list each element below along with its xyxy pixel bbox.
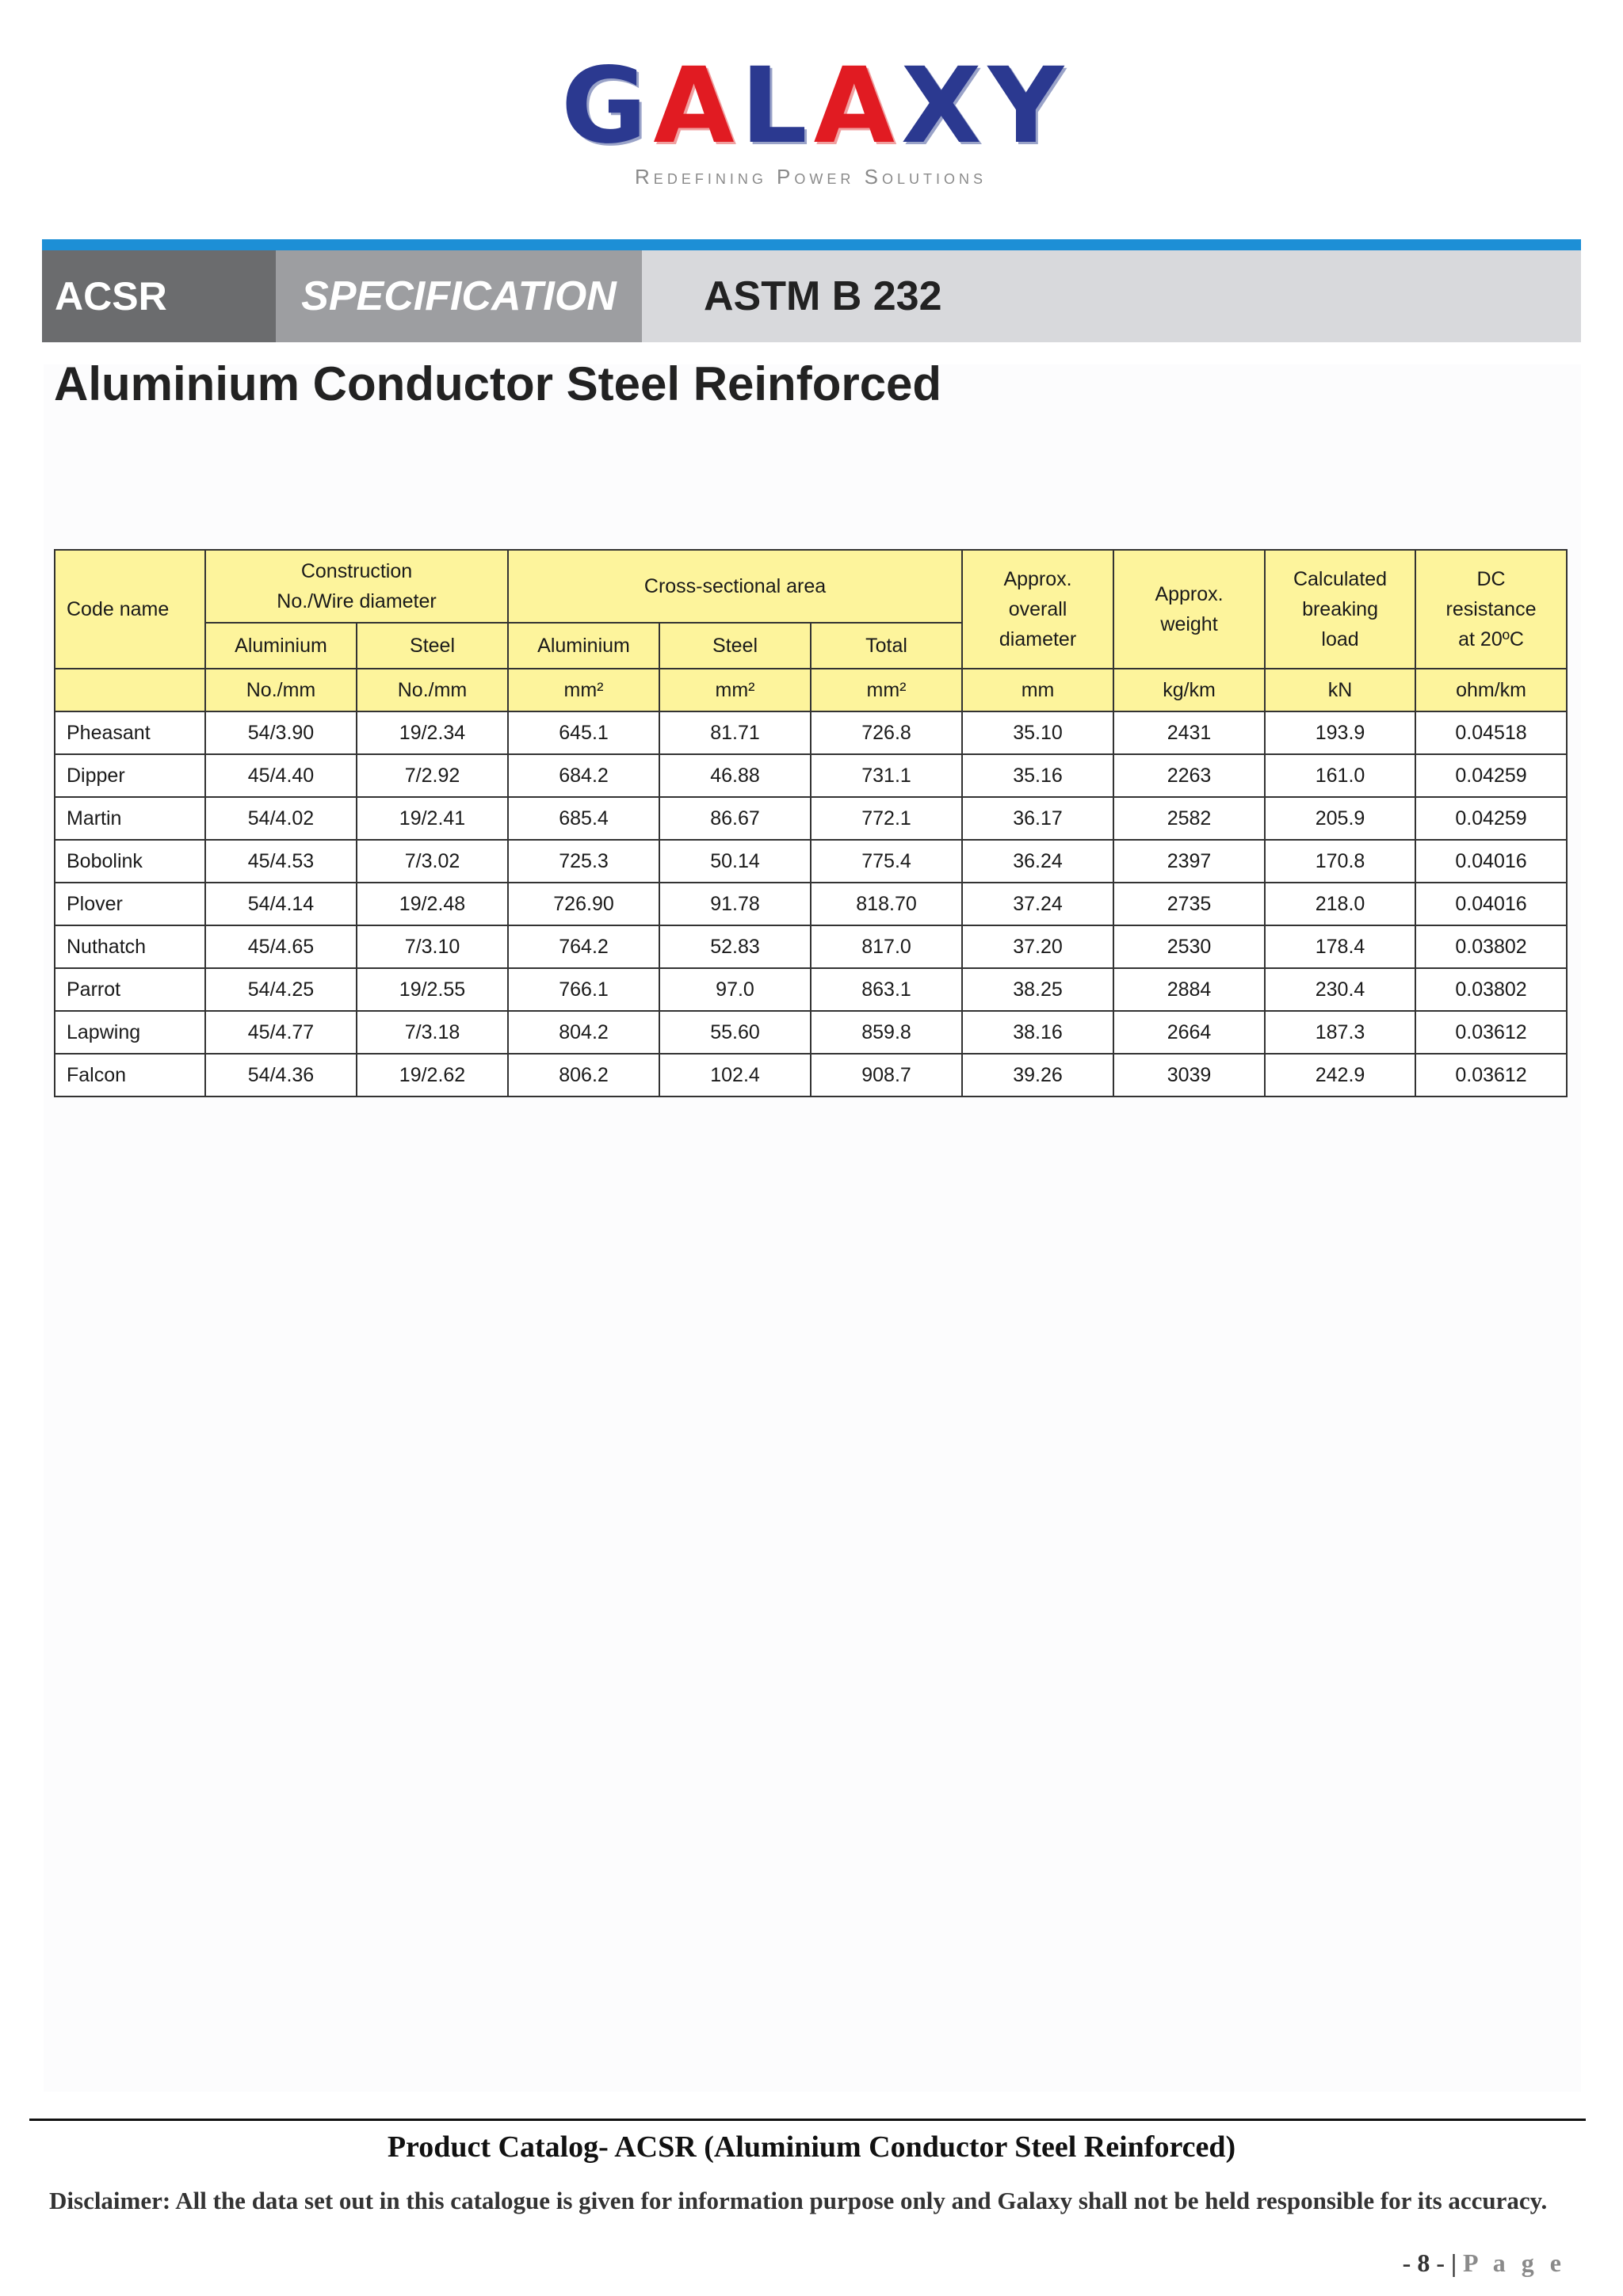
header-weight xyxy=(1113,550,1265,669)
unit-area-aluminium: mm² xyxy=(508,669,659,711)
cell: 2884 xyxy=(1113,968,1265,1011)
cell: 863.1 xyxy=(811,968,962,1011)
unit-diameter: mm xyxy=(962,669,1113,711)
cell: 81.71 xyxy=(659,711,811,754)
cell: 45/4.40 xyxy=(205,754,357,797)
cell: 0.03802 xyxy=(1415,925,1567,968)
cell: 54/4.36 xyxy=(205,1054,357,1097)
cell: 2664 xyxy=(1113,1011,1265,1054)
cell: 726.8 xyxy=(811,711,962,754)
page-number xyxy=(1403,2248,1566,2278)
header-breaking-line1: Calculated xyxy=(1293,568,1388,590)
logo-letter-a-red: A xyxy=(653,45,741,167)
cell: 97.0 xyxy=(659,968,811,1011)
table-row xyxy=(55,968,1567,1011)
cell: 2263 xyxy=(1113,754,1265,797)
cell: 50.14 xyxy=(659,840,811,883)
cell-code-name: Pheasant xyxy=(55,711,205,754)
cell: 19/2.41 xyxy=(357,797,508,840)
banner-acsr: ACSR xyxy=(42,250,276,342)
cell: 230.4 xyxy=(1265,968,1415,1011)
cell: 766.1 xyxy=(508,968,659,1011)
table-row xyxy=(55,840,1567,883)
header-dc-line2: resistance xyxy=(1445,598,1537,620)
cell: 684.2 xyxy=(508,754,659,797)
header-diameter-line1: Approx. xyxy=(1003,568,1072,590)
footer-title: Product Catalog- ACSR (Aluminium Conductor Steel Reinforced) xyxy=(387,2130,1236,2164)
cell: 7/3.18 xyxy=(357,1011,508,1054)
cell: 764.2 xyxy=(508,925,659,968)
banner-standard: ASTM B 232 xyxy=(704,273,942,319)
cell: 725.3 xyxy=(508,840,659,883)
header-breaking-line3: load xyxy=(1321,628,1359,650)
cell-code-name: Plover xyxy=(55,883,205,925)
unit-resistance: ohm/km xyxy=(1415,669,1567,711)
unit-weight: kg/km xyxy=(1113,669,1265,711)
cell: 2431 xyxy=(1113,711,1265,754)
header-diameter-line3: diameter xyxy=(999,628,1077,650)
unit-area-total: mm² xyxy=(811,669,962,711)
cell-code-name: Lapwing xyxy=(55,1011,205,1054)
header-breaking-line2: breaking xyxy=(1302,598,1378,620)
cell: 0.04016 xyxy=(1415,840,1567,883)
logo-letter-g: G xyxy=(561,45,654,167)
header-con-steel: Steel xyxy=(357,623,508,669)
cell: 39.26 xyxy=(962,1054,1113,1097)
cell: 908.7 xyxy=(811,1054,962,1097)
cell: 685.4 xyxy=(508,797,659,840)
page-title: Aluminium Conductor Steel Reinforced xyxy=(54,357,942,410)
cell: 859.8 xyxy=(811,1011,962,1054)
table-row xyxy=(55,797,1567,840)
cell-code-name: Nuthatch xyxy=(55,925,205,968)
cell: 19/2.62 xyxy=(357,1054,508,1097)
cell: 218.0 xyxy=(1265,883,1415,925)
table-row xyxy=(55,711,1567,754)
cell: 37.20 xyxy=(962,925,1113,968)
cell: 0.04259 xyxy=(1415,754,1567,797)
cell: 772.1 xyxy=(811,797,962,840)
cell: 170.8 xyxy=(1265,840,1415,883)
cell: 817.0 xyxy=(811,925,962,968)
cell: 242.9 xyxy=(1265,1054,1415,1097)
spec-table xyxy=(54,549,1568,1097)
table-row xyxy=(55,754,1567,797)
cell: 645.1 xyxy=(508,711,659,754)
cell: 178.4 xyxy=(1265,925,1415,968)
header-dc-line1: DC xyxy=(1476,568,1506,590)
cell: 35.10 xyxy=(962,711,1113,754)
cell: 0.03612 xyxy=(1415,1011,1567,1054)
cell: 45/4.53 xyxy=(205,840,357,883)
table-row xyxy=(55,925,1567,968)
cell-code-name: Parrot xyxy=(55,968,205,1011)
cell: 91.78 xyxy=(659,883,811,925)
page-word: P a g e xyxy=(1463,2248,1566,2277)
table-row xyxy=(55,1054,1567,1097)
cell: 54/4.14 xyxy=(205,883,357,925)
cell: 46.88 xyxy=(659,754,811,797)
disclaimer-text: Disclaimer: All the data set out in this catalogue is given for information purpose only and Galaxy shall not be held responsible for its accuracy. xyxy=(49,2187,1548,2214)
cell: 45/4.77 xyxy=(205,1011,357,1054)
cell-code-name: Dipper xyxy=(55,754,205,797)
footer-divider xyxy=(29,2119,1586,2121)
cell: 86.67 xyxy=(659,797,811,840)
cell: 804.2 xyxy=(508,1011,659,1054)
cell: 35.16 xyxy=(962,754,1113,797)
logo-letter-a2-red: A xyxy=(813,45,901,167)
cell: 102.4 xyxy=(659,1054,811,1097)
header-area-aluminium: Aluminium xyxy=(508,623,659,669)
header-weight-line1: Approx. xyxy=(1155,583,1224,605)
header-construction-line1: Construction xyxy=(300,560,413,582)
header-area-total: Total xyxy=(811,623,962,669)
units-blank xyxy=(55,669,205,711)
page-number-value: - 8 - | xyxy=(1402,2248,1457,2277)
header-construction-line2: No./Wire diameter xyxy=(277,590,437,612)
cell: 187.3 xyxy=(1265,1011,1415,1054)
header-weight-line2: weight xyxy=(1160,613,1218,635)
banner-accent-line xyxy=(42,239,1581,250)
spec-banner xyxy=(42,250,1581,342)
cell: 19/2.55 xyxy=(357,968,508,1011)
header-code-name: Code name xyxy=(55,550,205,669)
cell: 2530 xyxy=(1113,925,1265,968)
cell: 7/2.92 xyxy=(357,754,508,797)
cell: 161.0 xyxy=(1265,754,1415,797)
cell: 36.17 xyxy=(962,797,1113,840)
cell: 806.2 xyxy=(508,1054,659,1097)
cell: 2735 xyxy=(1113,883,1265,925)
cell: 0.03612 xyxy=(1415,1054,1567,1097)
cell: 45/4.65 xyxy=(205,925,357,968)
cell: 38.16 xyxy=(962,1011,1113,1054)
header-breaking-load xyxy=(1265,550,1415,669)
cell: 205.9 xyxy=(1265,797,1415,840)
cell: 7/3.10 xyxy=(357,925,508,968)
logo-letters-xy: XY xyxy=(900,45,1071,167)
header-cross-section: Cross-sectional area xyxy=(508,550,962,623)
table-row xyxy=(55,883,1567,925)
cell: 0.04518 xyxy=(1415,711,1567,754)
cell-code-name: Martin xyxy=(55,797,205,840)
cell: 19/2.48 xyxy=(357,883,508,925)
cell: 7/3.02 xyxy=(357,840,508,883)
header-dc-resistance xyxy=(1415,550,1567,669)
cell: 731.1 xyxy=(811,754,962,797)
cell: 38.25 xyxy=(962,968,1113,1011)
cell: 818.70 xyxy=(811,883,962,925)
cell: 36.24 xyxy=(962,840,1113,883)
header-diameter xyxy=(962,550,1113,669)
cell: 19/2.34 xyxy=(357,711,508,754)
cell: 0.04016 xyxy=(1415,883,1567,925)
header-construction xyxy=(205,550,508,623)
cell: 54/3.90 xyxy=(205,711,357,754)
table-row xyxy=(55,1011,1567,1054)
cell: 3039 xyxy=(1113,1054,1265,1097)
cell: 775.4 xyxy=(811,840,962,883)
cell: 0.04259 xyxy=(1415,797,1567,840)
unit-con-aluminium: No./mm xyxy=(205,669,357,711)
logo-tagline: Redefining Power Solutions xyxy=(635,165,987,189)
unit-con-steel: No./mm xyxy=(357,669,508,711)
galaxy-logo xyxy=(561,45,1071,189)
header-dc-line3: at 20ºC xyxy=(1458,628,1524,650)
cell: 55.60 xyxy=(659,1011,811,1054)
logo-letter-l: L xyxy=(740,45,814,167)
unit-breaking: kN xyxy=(1265,669,1415,711)
cell-code-name: Bobolink xyxy=(55,840,205,883)
header-con-aluminium: Aluminium xyxy=(205,623,357,669)
banner-specification: SPECIFICATION xyxy=(276,250,642,342)
cell: 193.9 xyxy=(1265,711,1415,754)
cell: 726.90 xyxy=(508,883,659,925)
header-area-steel: Steel xyxy=(659,623,811,669)
cell: 52.83 xyxy=(659,925,811,968)
cell-code-name: Falcon xyxy=(55,1054,205,1097)
cell: 2397 xyxy=(1113,840,1265,883)
cell: 54/4.25 xyxy=(205,968,357,1011)
cell: 2582 xyxy=(1113,797,1265,840)
cell: 0.03802 xyxy=(1415,968,1567,1011)
unit-area-steel: mm² xyxy=(659,669,811,711)
cell: 54/4.02 xyxy=(205,797,357,840)
cell: 37.24 xyxy=(962,883,1113,925)
header-diameter-line2: overall xyxy=(1008,598,1067,620)
logo-wordmark xyxy=(561,45,1071,167)
